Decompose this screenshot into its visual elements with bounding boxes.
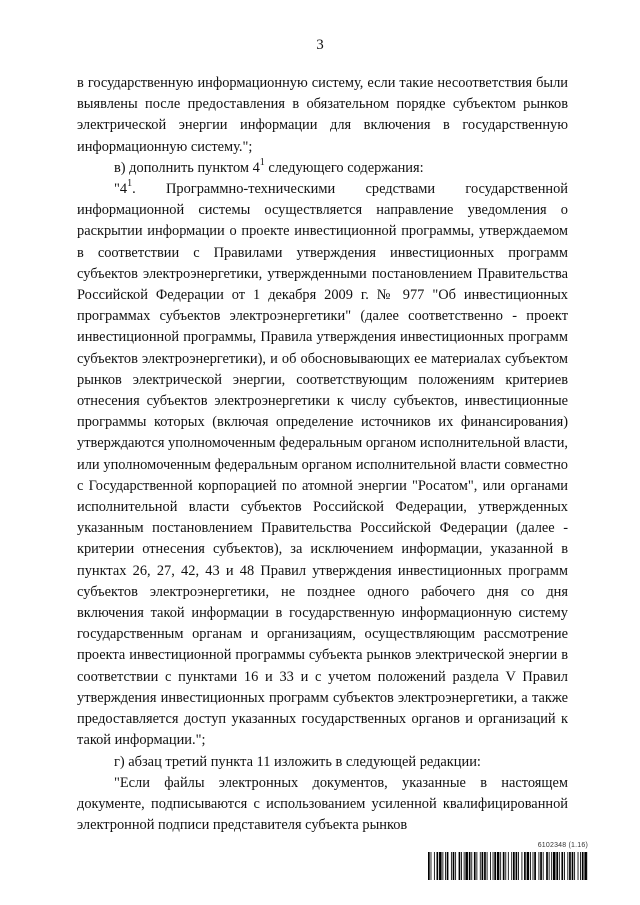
- barcode-bar: [553, 852, 556, 880]
- paragraph-3-text: "4: [114, 181, 128, 198]
- barcode-bar: [428, 852, 430, 880]
- barcode-bar: [469, 852, 471, 880]
- barcode-bar: [584, 852, 587, 880]
- barcode-image: [428, 852, 588, 880]
- barcode-bar: [476, 852, 477, 880]
- barcode-bar: [564, 852, 565, 880]
- barcode-bar: [484, 852, 486, 880]
- document-body: [77, 73, 568, 836]
- barcode-bar: [464, 852, 465, 880]
- barcode-bar: [582, 852, 584, 880]
- barcode-bar: [451, 852, 452, 880]
- barcode-bar: [497, 852, 500, 880]
- barcode-bar: [522, 852, 523, 880]
- barcode-bar: [527, 852, 530, 880]
- barcode-bar: [513, 852, 515, 880]
- barcode-bar: [431, 852, 432, 880]
- barcode-bar: [482, 852, 484, 880]
- barcode-bar: [453, 852, 455, 880]
- barcode-bar: [490, 852, 491, 880]
- paragraph-5: "Если файлы электронных документов, указанные в настоящем документе, подписываются с использованием усиленной квалифицированной электронной подписи представителя субъекта рынков: [77, 774, 568, 834]
- barcode-bar: [434, 852, 435, 880]
- barcode-bar: [474, 852, 476, 880]
- barcode-bar: [530, 852, 531, 880]
- barcode-bar: [551, 852, 552, 880]
- barcode-bar: [546, 852, 548, 880]
- barcode-bar: [572, 852, 574, 880]
- barcode-bar: [447, 852, 449, 880]
- barcode-bar: [561, 852, 563, 880]
- barcode-caption: 6102348 (1.16): [537, 842, 588, 849]
- barcode-bar: [534, 852, 536, 880]
- barcode-bar: [494, 852, 496, 880]
- barcode-bar: [480, 852, 481, 880]
- barcode-bar: [556, 852, 558, 880]
- paragraph-3: [77, 179, 568, 751]
- barcode-bar: [533, 852, 534, 880]
- paragraph-3-text-end: . Программно-техническими средствами государственной информационной системы осуществляется направление уведомления о раскрытии информации о проекте инвестиционной программы, утверждаемом в соответствии с Правилами утверждения инвестиционных программ субъектов электроэнергетики, утвержденными постановлением Правительства Российской Федерации от 1 декабря 2009 г. № 977 "Об инвестиционных программах субъектов электроэнергетики" (далее соответственно - проект инвестиционной программы, Правила утверждения инвестиционных программ субъектов электроэнергетики), и об обосновывающих ее материалах субъектом рынков электрической энергии, соответствующим положениям критериев отнесения субъектов электроэнергетики к числу субъектов, инвестиционные программы которых (включая определение источников их финансирования) утверждаются уполномоченным федеральным органом исполнительной власти, или уполномоченным федеральным органом исполнительной власти совместно с Государственной корпорацией по атомной энергии "Росатом", или органами исполнительной власти субъектов Российской Федерации, утвержденных указанным постановлением Правительства Российской Федерации (далее - критерии отнесения субъектов), за исключением информации, указанной в пунктах 26, 27, 42, 43 и 48 Правил утверждения инвестиционных программ субъектов электроэнергетики, не позднее одного рабочего дня со дня включения такой информации в государственную информационную систему государственным органам и организациям, осуществляющим рассмотрение проекта инвестиционной программы субъекта рынков электрической энергии в соответствии с пунктами 16 и 33 и с учетом положений раздела V Правил утверждения инвестиционных программ субъектов электроэнергетики, а также предоставляется доступ указанных государственных органов и организаций к такой информации.";: [77, 181, 569, 749]
- superscript: 1: [127, 178, 133, 190]
- barcode-bar: [574, 852, 575, 880]
- barcode-bar: [524, 852, 526, 880]
- barcode-bar: [465, 852, 468, 880]
- barcode-bar: [503, 852, 505, 880]
- barcode-bar: [459, 852, 461, 880]
- barcode-bar: [518, 852, 519, 880]
- barcode-bar: [437, 852, 439, 880]
- barcode-bar: [487, 852, 488, 880]
- paragraph-4: г) абзац третий пункта 11 изложить в следующей редакции:: [114, 753, 481, 770]
- barcode-bar: [500, 852, 501, 880]
- barcode-bar: [493, 852, 494, 880]
- paragraph-2-text: в) дополнить пунктом 4: [114, 159, 260, 176]
- barcode-bar: [511, 852, 512, 880]
- superscript: 1: [259, 157, 265, 169]
- barcode-bar: [549, 852, 550, 880]
- barcode-bar: [578, 852, 579, 880]
- barcode-bar: [442, 852, 443, 880]
- barcode-bar: [505, 852, 506, 880]
- barcode-bar: [567, 852, 568, 880]
- barcode-bar: [580, 852, 581, 880]
- barcode-bar: [539, 852, 540, 880]
- barcode-bar: [445, 852, 446, 880]
- barcode-bar: [508, 852, 509, 880]
- barcode-bar: [540, 852, 542, 880]
- barcode-bar: [439, 852, 442, 880]
- barcode-bar: [516, 852, 518, 880]
- barcode-bar: [471, 852, 472, 880]
- barcode-block: [428, 842, 588, 882]
- paragraph-2: [77, 158, 568, 179]
- paragraph-2-text-end: следующего содержания:: [264, 159, 424, 176]
- paragraph-1: в государственную информационную систему, если такие несоответствия были выявлены после предоставления в обязательном порядке субъектом рынков электрической энергии информации для включения в государственную информационную систему.";: [77, 75, 568, 155]
- barcode-bar: [461, 852, 462, 880]
- page-number: 3: [316, 37, 324, 53]
- barcode-bar: [455, 852, 456, 880]
- barcode-bar: [569, 852, 571, 880]
- barcode-bar: [559, 852, 560, 880]
- barcode-bar: [543, 852, 544, 880]
